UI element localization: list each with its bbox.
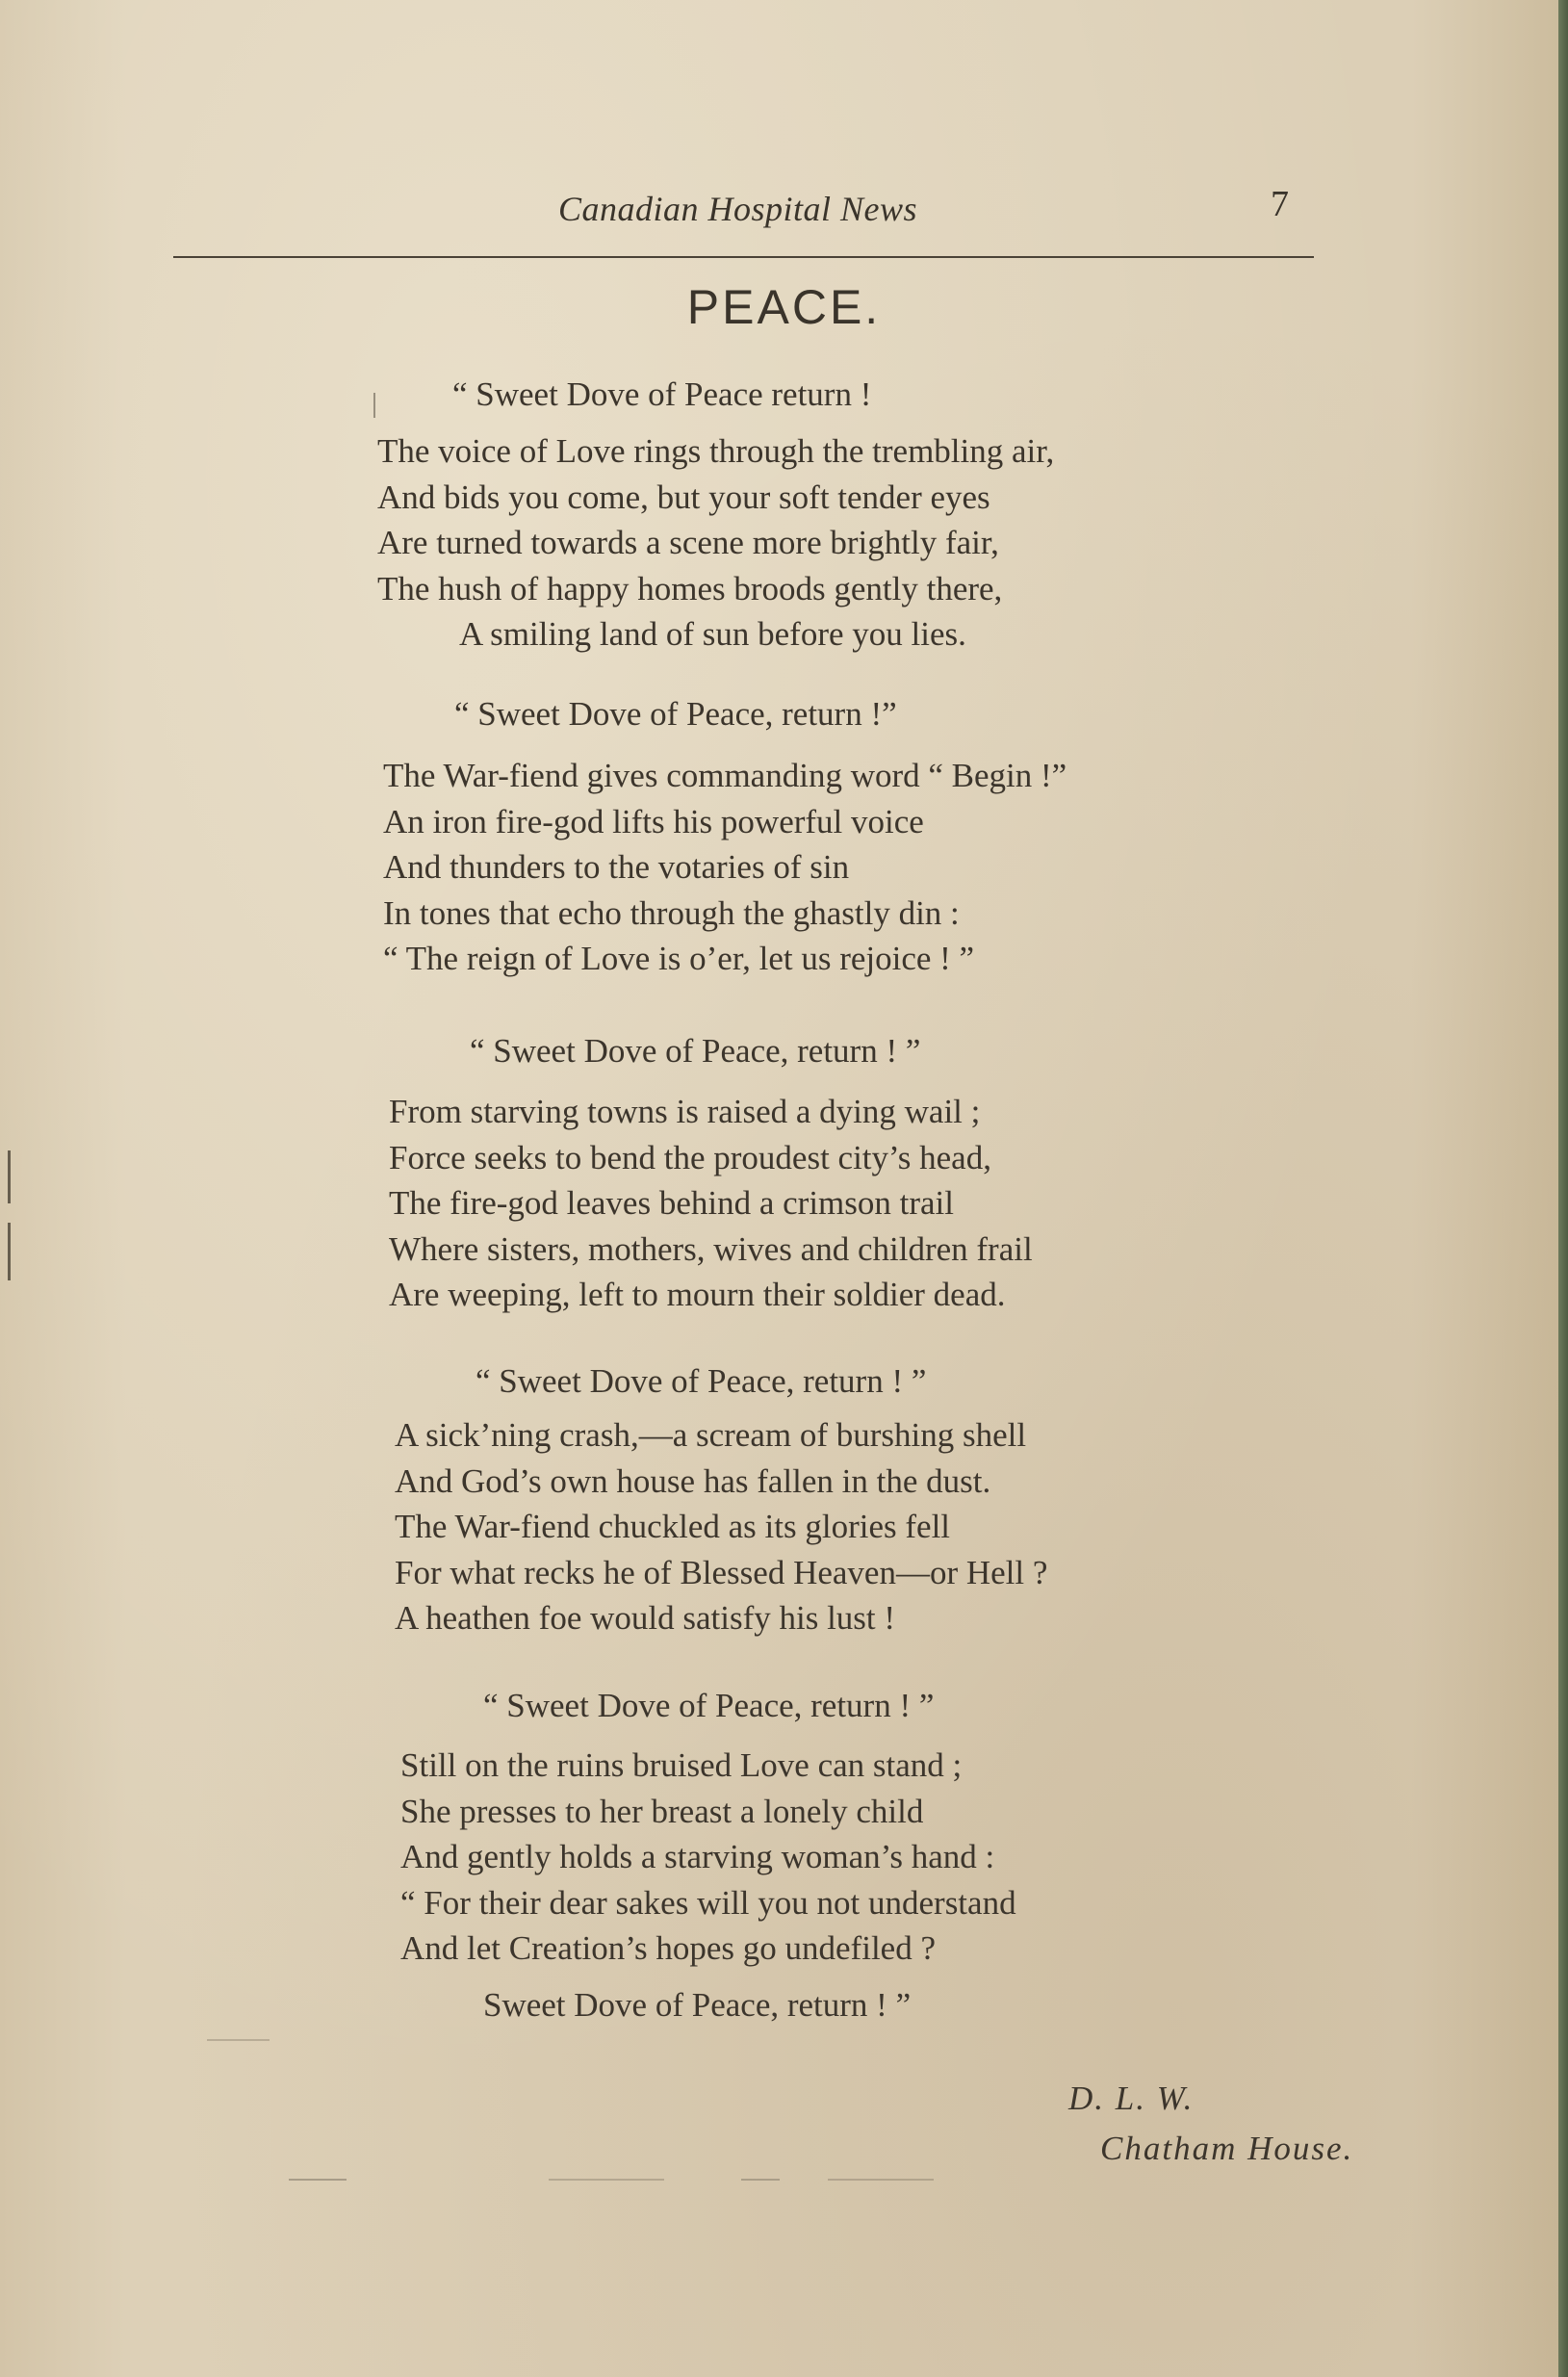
refrain-1: “ Sweet Dove of Peace return !: [452, 375, 872, 413]
stanza-line: Are weeping, left to mourn their soldier dead.: [389, 1276, 1006, 1313]
stanza-2: [383, 753, 1067, 982]
stanza-line: She presses to her breast a lonely child: [400, 1792, 924, 1830]
poem-title: PEACE.: [686, 280, 882, 334]
stanza-line: And let Creation’s hopes go undefiled ?: [400, 1929, 936, 1967]
publication-title: Canadian Hospital News: [558, 190, 918, 228]
stanza-line: A sick’ning crash,—a scream of burshing shell: [395, 1416, 1027, 1454]
stanza-line: Are turned towards a scene more brightly fair,: [377, 524, 999, 561]
print-dash: [549, 2179, 664, 2181]
stanza-line: The War-fiend gives commanding word “ Begin !”: [383, 757, 1067, 794]
refrain-5: “ Sweet Dove of Peace, return ! ”: [483, 1687, 935, 1724]
stanza-line: And thunders to the votaries of sin: [383, 848, 850, 886]
stanza-line: The hush of happy homes broods gently there,: [377, 569, 1003, 607]
stanza-line: Where sisters, mothers, wives and children frail: [389, 1229, 1033, 1268]
print-dash: [289, 2179, 347, 2181]
margin-mark: [8, 1223, 11, 1280]
refrain-3: “ Sweet Dove of Peace, return ! ”: [470, 1032, 921, 1070]
stanza-line: Still on the ruins bruised Love can stand ;: [400, 1746, 963, 1784]
running-header: [173, 184, 1314, 246]
stanza-4: [395, 1412, 1047, 1641]
author-location: Chatham House.: [1100, 2130, 1354, 2167]
stanza-line: A smiling land of sun before you lies.: [459, 615, 966, 653]
stanza-line: The War-fiend chuckled as its glories fell: [395, 1508, 951, 1545]
header-rule: [173, 256, 1314, 258]
stanza-line: A heathen foe would satisfy his lust !: [395, 1599, 896, 1637]
stanza-line: And bids you come, but your soft tender eyes: [377, 478, 990, 516]
margin-mark: [373, 393, 375, 418]
closing-refrain: Sweet Dove of Peace, return ! ”: [483, 1986, 912, 2024]
author-initials: D. L. W.: [1068, 2080, 1195, 2117]
stanza-line: An iron fire-god lifts his powerful voice: [383, 802, 924, 840]
stanza-3: [389, 1089, 1033, 1318]
refrain-4: “ Sweet Dove of Peace, return ! ”: [476, 1362, 927, 1400]
page-number: 7: [1271, 184, 1289, 224]
stanza-line: In tones that echo through the ghastly din :: [383, 893, 960, 932]
stanza-line: For what recks he of Blessed Heaven—or Hell ?: [395, 1553, 1048, 1591]
print-dash: [828, 2179, 934, 2181]
stanza-line: The fire-god leaves behind a crimson trail: [389, 1184, 955, 1222]
refrain-2: “ Sweet Dove of Peace, return !”: [454, 695, 897, 733]
print-dash: [741, 2179, 780, 2181]
stanza-line: The voice of Love rings through the trembling air,: [377, 432, 1055, 470]
stanza-line: “ For their dear sakes will you not understand: [400, 1883, 1016, 1922]
stanza-line: And God’s own house has fallen in the dust.: [395, 1461, 991, 1500]
page-edge-strip: [1558, 0, 1568, 2377]
print-dash: [207, 2039, 270, 2041]
stanza-line: “ The reign of Love is o’er, let us rejoice ! ”: [383, 940, 975, 977]
stanza-line: From starving towns is raised a dying wail ;: [389, 1093, 981, 1130]
stanza-line: And gently holds a starving woman’s hand :: [400, 1838, 995, 1875]
stanza-line: Force seeks to bend the proudest city’s head,: [389, 1138, 991, 1176]
stanza-5: [400, 1743, 1016, 1972]
stanza-1: [377, 428, 1054, 658]
margin-mark: [8, 1150, 11, 1203]
